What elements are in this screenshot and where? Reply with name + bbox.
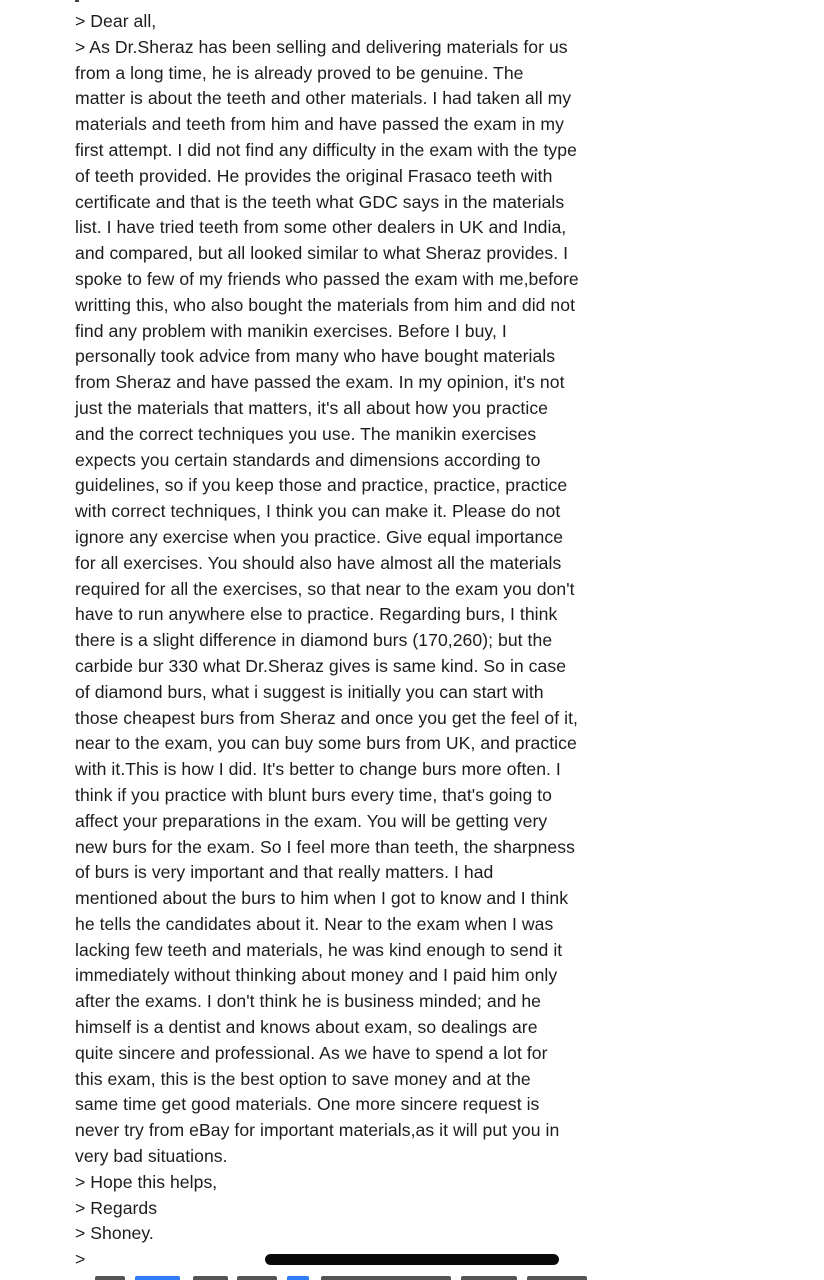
clipped-link-fragment[interactable] — [287, 1276, 309, 1280]
email-body-line: > — [75, 1249, 86, 1270]
email-body-line: think if you practice with blunt burs every time, that's going to — [75, 784, 552, 805]
email-body-line: list. I have tried teeth from some other dealers in UK and India, — [75, 217, 567, 238]
home-indicator-bar[interactable] — [265, 1254, 559, 1265]
email-body-line: of teeth provided. He provides the original Frasaco teeth with — [75, 165, 553, 186]
email-body-line: find any problem with manikin exercises. Before I buy, I — [75, 320, 507, 341]
email-body-line: very bad situations. — [75, 1146, 228, 1167]
email-body-line: > Dear all, — [75, 11, 157, 31]
email-body-line: > Hope this helps, — [75, 1171, 218, 1192]
email-body-line: writting this, who also bought the materials from him and did not — [75, 294, 576, 315]
clipped-text-fragment — [461, 1276, 517, 1280]
email-body-line: > Shoney. — [75, 1223, 154, 1244]
email-body-line: lacking few teeth and materials, he was kind enough to send it — [75, 939, 563, 960]
email-body-line: just the materials that matters, it's all about how you practice — [75, 397, 549, 418]
email-body-line: for all exercises. You should also have almost all the materials — [75, 552, 562, 573]
email-body-line: from a long time, he is already proved to be genuine. The — [75, 62, 524, 83]
email-body-line: immediately without thinking about money and I paid him only — [75, 965, 558, 986]
clipped-text-fragment — [95, 1276, 125, 1280]
email-body-line: quite sincere and professional. As we have to spend a lot for — [75, 1042, 548, 1063]
clipped-text-fragment — [193, 1276, 228, 1280]
clipped-next-line — [75, 1272, 675, 1280]
clipped-previous-line — [75, 0, 79, 2]
email-body-line: certificate and that is the teeth what GDC says in the materials — [75, 191, 565, 212]
email-body-line: of burs is very important and that really matters. I had — [75, 862, 494, 883]
email-body-line: with it.This is how I did. It's better to change burs more often. I — [75, 759, 561, 780]
email-body-line: personally took advice from many who have bought materials — [75, 346, 556, 367]
email-body-line: spoke to few of my friends who passed the exam with me,before — [75, 268, 579, 289]
email-quoted-body — [75, 9, 605, 1273]
clipped-text-fragment — [321, 1276, 451, 1280]
email-body-line: affect your preparations in the exam. You will be getting very — [75, 810, 548, 831]
email-body-line: mentioned about the burs to him when I got to know and I think — [75, 888, 569, 909]
email-body-line: after the exams. I don't think he is business minded; and he — [75, 991, 542, 1012]
email-body-line: same time get good materials. One more sincere request is — [75, 1094, 540, 1115]
email-body-line: required for all the exercises, so that near to the exam you don't — [75, 578, 575, 599]
email-body-line: those cheapest burs from Sheraz and once you get the feel of it, — [75, 707, 578, 728]
email-body-line: ignore any exercise when you practice. Give equal importance — [75, 526, 564, 547]
email-body-line: near to the exam, you can buy some burs from UK, and practice — [75, 733, 577, 754]
email-body-line: and the correct techniques you use. The manikin exercises — [75, 423, 537, 444]
email-body-line: from Sheraz and have passed the exam. In my opinion, it's not — [75, 372, 565, 393]
email-body-line: guidelines, so if you keep those and practice, practice, practice — [75, 475, 568, 496]
email-body-line: have to run anywhere else to practice. Regarding burs, I think — [75, 604, 558, 625]
email-body-line: > As Dr.Sheraz has been selling and delivering materials for us — [75, 36, 568, 57]
email-body-line: there is a slight difference in diamond burs (170,260); but the — [75, 630, 553, 651]
email-body-line: materials and teeth from him and have passed the exam in my — [75, 114, 564, 135]
email-body-line: matter is about the teeth and other materials. I had taken all my — [75, 88, 572, 109]
email-body-line: carbide bur 330 what Dr.Sheraz gives is same kind. So in case — [75, 655, 567, 676]
email-body-line: he tells the candidates about it. Near to the exam when I was — [75, 913, 554, 934]
email-body-line: first attempt. I did not find any difficulty in the exam with the type — [75, 139, 577, 160]
email-body-line: never try from eBay for important materials,as it will put you in — [75, 1120, 560, 1141]
email-body-line: with correct techniques, I think you can make it. Please do not — [75, 501, 561, 522]
clipped-text-fragment — [237, 1276, 277, 1280]
email-body-line: and compared, but all looked similar to what Sheraz provides. I — [75, 243, 569, 264]
email-body-line: this exam, this is the best option to save money and at the — [75, 1068, 531, 1089]
email-body-line: new burs for the exam. So I feel more than teeth, the sharpness — [75, 836, 575, 857]
email-body-line: of diamond burs, what i suggest is initially you can start with — [75, 681, 544, 702]
clipped-text-fragment — [527, 1276, 587, 1280]
clipped-link-fragment[interactable] — [135, 1276, 180, 1280]
email-body-line: expects you certain standards and dimensions according to — [75, 449, 541, 470]
email-body-line: himself is a dentist and knows about exam, so dealings are — [75, 1017, 538, 1038]
email-body-line: > Regards — [75, 1197, 158, 1218]
